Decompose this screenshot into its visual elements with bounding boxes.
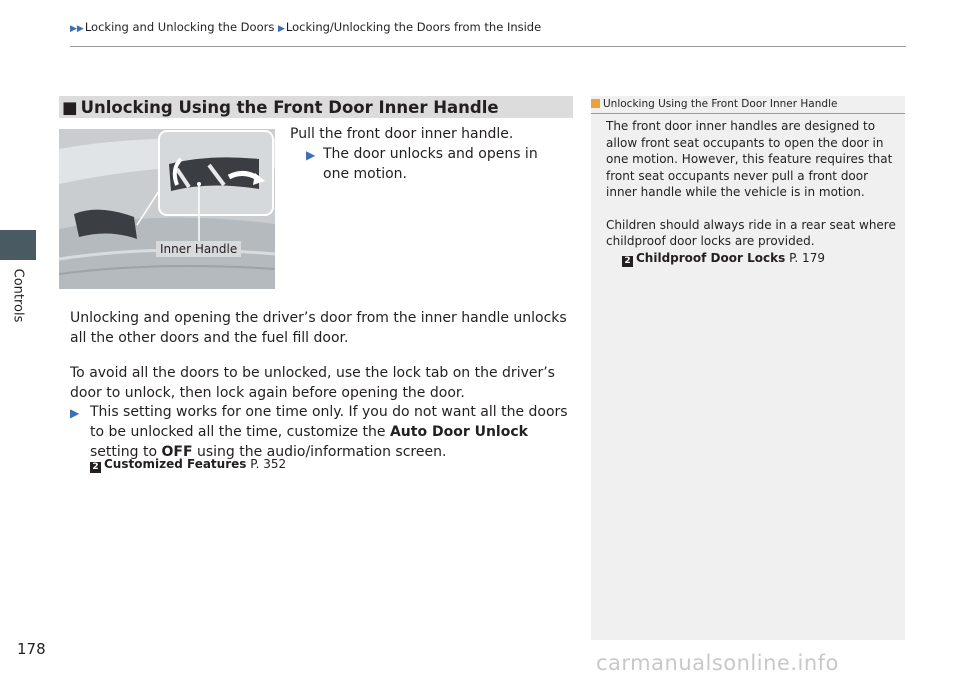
instruction-result: ▶ The door unlocks and opens in one motion. <box>306 146 538 182</box>
breadcrumb-item[interactable]: Locking/Unlocking the Doors from the Inside <box>285 20 542 34</box>
header-divider <box>70 46 906 47</box>
inner-handle-callout: Inner Handle <box>156 241 241 257</box>
breadcrumb-arrow-icon: ▶ <box>278 24 285 34</box>
page-number: 178 <box>17 640 46 658</box>
result-arrow-icon: ▶ <box>306 148 316 162</box>
breadcrumb-arrow-icon: ▶▶ <box>70 24 84 34</box>
breadcrumb <box>70 20 541 34</box>
result-arrow-icon: ▶ <box>70 406 80 420</box>
side-tab-label: Controls <box>10 268 26 322</box>
breadcrumb-item[interactable]: Locking and Unlocking the Doors <box>84 20 275 34</box>
section-heading <box>59 96 573 118</box>
customized-features-link[interactable]: 2 Customized Features P. 352 <box>90 457 286 473</box>
cross-reference-icon: 2 <box>622 256 633 267</box>
note-header: Unlocking Using the Front Door Inner Handle <box>591 96 905 114</box>
watermark: carmanualsonline.info <box>596 651 839 675</box>
side-tab-marker <box>0 230 36 260</box>
childproof-door-locks-link[interactable]: 2 Childproof Door Locks P. 179 <box>606 250 896 267</box>
setting-value: OFF <box>161 444 193 460</box>
instruction-step: Pull the front door inner handle. <box>290 126 514 142</box>
door-handle-photo <box>59 129 275 289</box>
note-paragraph: Children should always ride in a rear seat where childproof door locks are provided. <box>606 217 896 248</box>
body-paragraph: To avoid all the doors to be unlocked, use the lock tab on the driver’s door to unlock, then lock again before opening the door. <box>70 365 555 401</box>
body-paragraph: Unlocking and opening the driver’s door from the inner handle unlocks all the other doors and the fuel fill door. <box>70 310 567 346</box>
section-title: Unlocking Using the Front Door Inner Handle <box>80 97 499 117</box>
note-marker-icon <box>591 99 600 108</box>
setting-note: ▶ This setting works for one time only. If you do not want all the doors to be unlocked all the time, customize the Auto Door Unlock setting to OFF using the audio/information screen. <box>70 404 568 460</box>
note-paragraph: The front door inner handles are designed to allow front seat occupants to open the door in one motion. However, this feature requires that front seat occupants never pull a front door inner handle while the vehicle is in motion. <box>606 119 893 199</box>
cross-reference-icon: 2 <box>90 462 101 473</box>
heading-square-icon: ■ <box>62 97 78 117</box>
setting-name: Auto Door Unlock <box>389 424 528 440</box>
note-body <box>606 118 896 267</box>
side-note-panel <box>591 96 905 640</box>
door-handle-illustration <box>59 129 275 289</box>
